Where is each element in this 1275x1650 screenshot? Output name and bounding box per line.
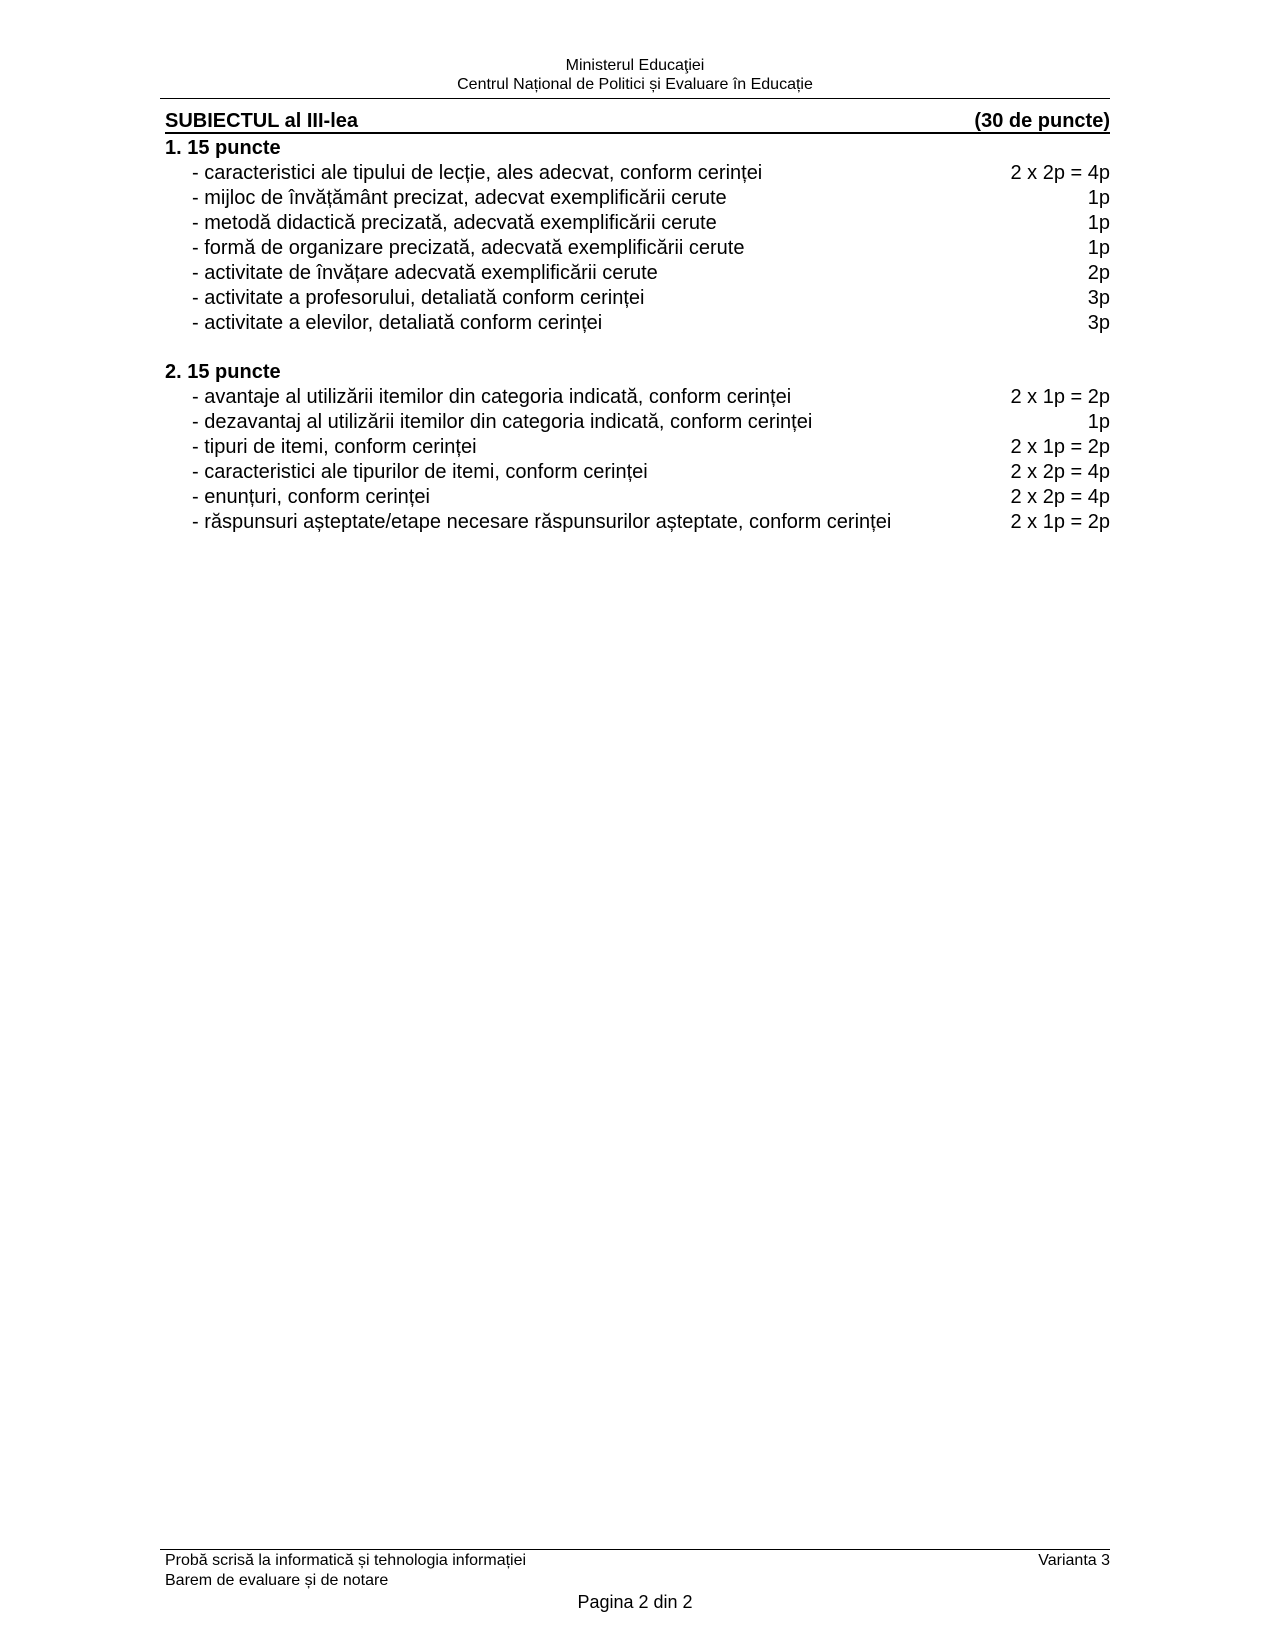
criterion-row <box>165 460 1110 485</box>
criterion-text: - tipuri de itemi, conform cerinței <box>192 436 477 458</box>
header-divider <box>160 98 1110 99</box>
footer-divider <box>160 1549 1110 1550</box>
criterion-points: 2 x 2p = 4p <box>1010 162 1110 184</box>
criterion-row <box>165 236 1110 261</box>
criterion-text: - caracteristici ale tipurilor de itemi, conform cerinței <box>192 461 648 483</box>
criterion-points: 2 x 1p = 2p <box>1010 511 1110 533</box>
footer-row <box>165 1571 1110 1591</box>
criterion-text: - mijloc de învățământ precizat, adecvat exemplificării cerute <box>192 187 727 209</box>
criterion-row <box>165 435 1110 460</box>
footer-row <box>165 1551 1110 1571</box>
criterion-text: - activitate a profesorului, detaliată conform cerinței <box>192 287 645 309</box>
criterion-points: 1p <box>1087 212 1110 234</box>
criterion-points: 2 x 1p = 2p <box>1010 386 1110 408</box>
criterion-points: 2p <box>1087 262 1110 284</box>
criterion-text: - răspunsuri așteptate/etape necesare răspunsurilor așteptate, conform cerinței <box>192 511 892 533</box>
criterion-text: - metodă didactică precizată, adecvată exemplificării cerute <box>192 212 717 234</box>
criterion-row <box>165 161 1110 186</box>
criterion-row <box>165 261 1110 286</box>
criterion-text: - activitate de învățare adecvată exemplificării cerute <box>192 262 658 284</box>
section-title: 2. 15 puncte <box>165 361 281 383</box>
criterion-points: 3p <box>1087 312 1110 334</box>
criterion-points: 2 x 1p = 2p <box>1010 436 1110 458</box>
criterion-text: - dezavantaj al utilizării itemilor din categoria indicată, conform cerinței <box>192 411 813 433</box>
grading-scheme <box>165 110 1110 535</box>
header-center: Centrul Național de Politici și Evaluare în Educație <box>457 76 813 93</box>
page-footer <box>165 1551 1110 1591</box>
criterion-text: - enunțuri, conform cerinței <box>192 486 430 508</box>
document-type: Barem de evaluare și de notare <box>165 1572 389 1589</box>
subject-title: SUBIECTUL al III-lea <box>165 110 359 132</box>
section-1 <box>165 136 1110 336</box>
criterion-points: 3p <box>1087 287 1110 309</box>
criterion-row <box>165 311 1110 336</box>
criterion-row <box>165 510 1110 535</box>
criterion-points: 2 x 2p = 4p <box>1010 461 1110 483</box>
criterion-row <box>165 410 1110 435</box>
criterion-row <box>165 186 1110 211</box>
variant-label: Varianta 3 <box>1038 1552 1110 1569</box>
page-number: Pagina 2 din 2 <box>577 1592 693 1612</box>
criterion-row <box>165 286 1110 311</box>
section-2 <box>165 360 1110 535</box>
criterion-text: - avantaje al utilizării itemilor din categoria indicată, conform cerinței <box>192 386 792 408</box>
subject-points: (30 de puncte) <box>974 110 1110 132</box>
subject-heading <box>165 110 1110 134</box>
criterion-text: - caracteristici ale tipului de lecție, ales adecvat, conform cerinței <box>192 162 763 184</box>
criterion-row <box>165 485 1110 510</box>
page-header <box>160 56 1110 94</box>
header-ministry: Ministerul Educaţiei <box>565 57 705 74</box>
criterion-text: - activitate a elevilor, detaliată conform cerinței <box>192 312 603 334</box>
criterion-points: 1p <box>1087 187 1110 209</box>
criterion-row <box>165 211 1110 236</box>
criterion-points: 1p <box>1087 411 1110 433</box>
exam-name: Probă scrisă la informatică și tehnologia informației <box>165 1552 527 1569</box>
section-title: 1. 15 puncte <box>165 137 281 159</box>
criterion-text: - formă de organizare precizată, adecvată exemplificării cerute <box>192 237 745 259</box>
criterion-points: 1p <box>1087 237 1110 259</box>
criterion-row <box>165 385 1110 410</box>
criterion-points: 2 x 2p = 4p <box>1010 486 1110 508</box>
